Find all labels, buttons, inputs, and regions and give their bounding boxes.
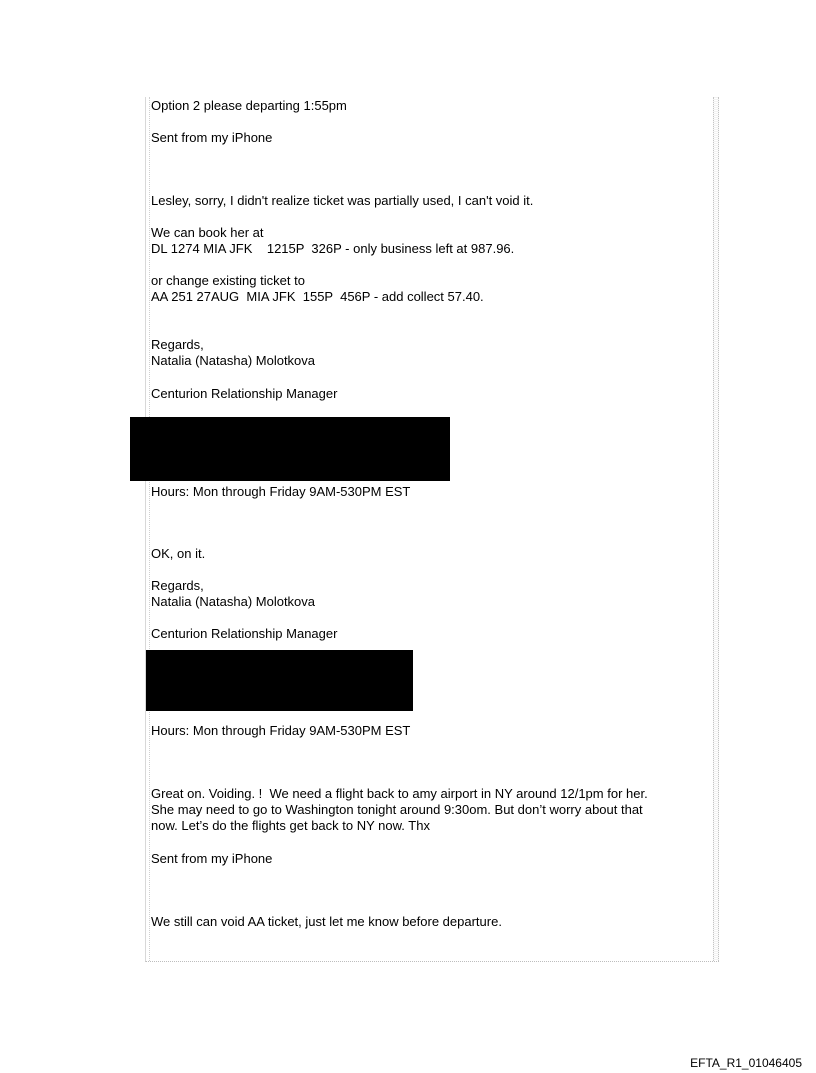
message-2-text: We can book her at [151, 225, 264, 240]
frame-left-rule [149, 97, 150, 961]
message-3-text: OK, on it. [151, 546, 206, 561]
message-3-hours: Hours: Mon through Friday 9AM-530PM EST [151, 723, 411, 738]
message-4-text: Great on. Voiding. ! We need a flight back to amy airport in NY around 12/1pm for her. [151, 786, 648, 801]
redaction-block [146, 650, 413, 711]
message-1-signature: Sent from my iPhone [151, 130, 273, 145]
message-3-sender-title: Centurion Relationship Manager [151, 626, 338, 641]
message-4-text: now. Let’s do the flights get back to NY now. Thx [151, 818, 430, 833]
message-2-flight-option: DL 1274 MIA JFK 1215P 326P - only business left at 987.96. [151, 241, 515, 256]
message-2-sender-title: Centurion Relationship Manager [151, 386, 338, 401]
message-2-hours: Hours: Mon through Friday 9AM-530PM EST [151, 484, 411, 499]
message-2-text: or change existing ticket to [151, 273, 305, 288]
message-3-sender-name: Natalia (Natasha) Molotkova [151, 594, 316, 609]
message-1-text: Option 2 please departing 1:55pm [151, 98, 347, 113]
document-id: EFTA_R1_01046405 [690, 1056, 802, 1070]
redaction-block [130, 417, 450, 481]
message-2-regards: Regards, [151, 337, 204, 352]
message-4-signature: Sent from my iPhone [151, 851, 273, 866]
message-2-sender-name: Natalia (Natasha) Molotkova [151, 353, 316, 368]
message-2-flight-option: AA 251 27AUG MIA JFK 155P 456P - add collect 57.40. [151, 289, 484, 304]
message-2-text: Lesley, sorry, I didn't realize ticket was partially used, I can't void it. [151, 193, 534, 208]
message-5-text: We still can void AA ticket, just let me know before departure. [151, 914, 502, 929]
frame-right-rule [713, 97, 719, 961]
message-4-text: She may need to go to Washington tonight around 9:30om. But don’t worry about that [151, 802, 643, 817]
message-3-regards: Regards, [151, 578, 204, 593]
